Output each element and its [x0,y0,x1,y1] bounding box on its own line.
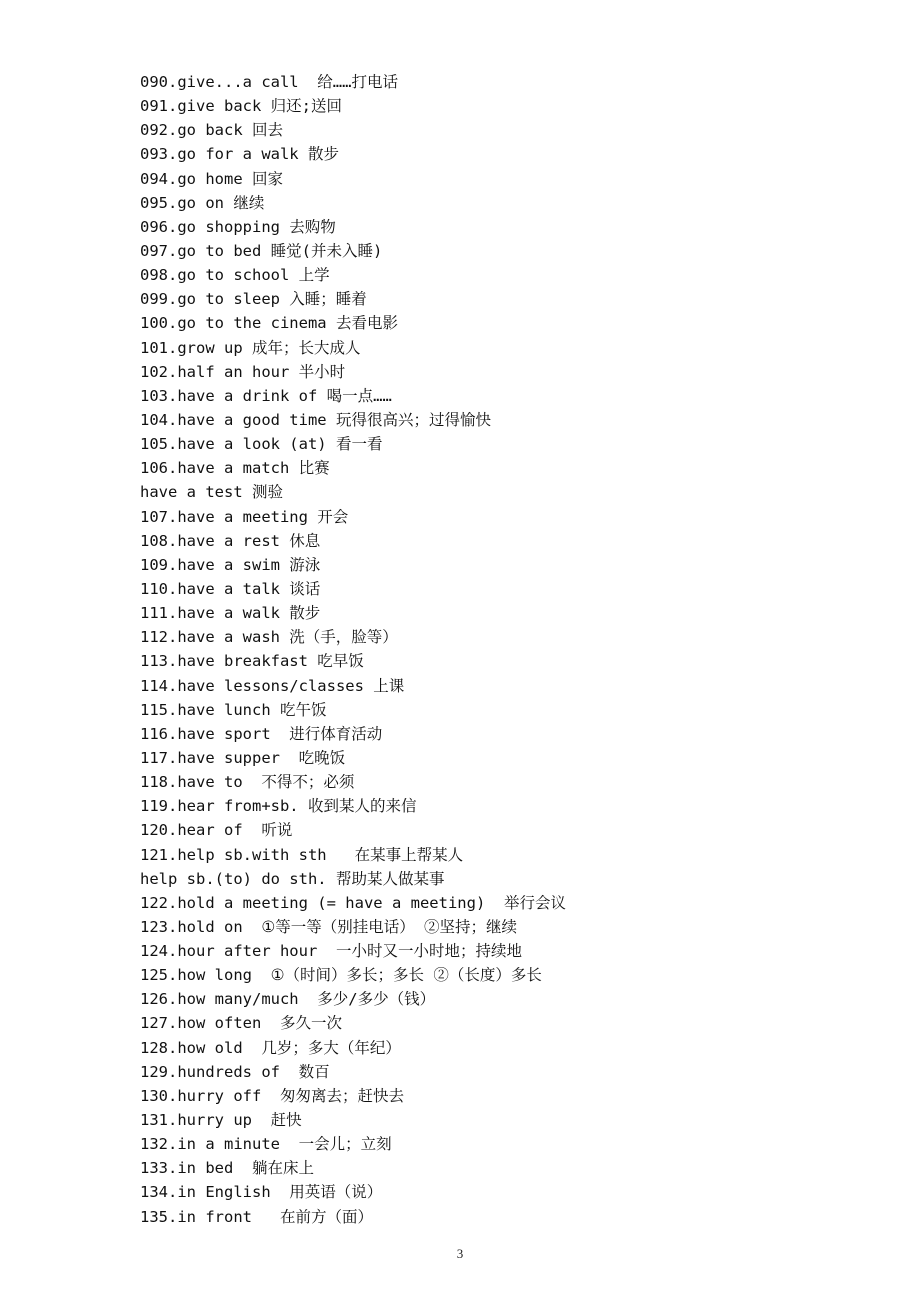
phrase-line: 109.have a swim 游泳 [140,555,321,574]
phrase-line: 133.in bed 躺在床上 [140,1159,314,1178]
phrase-line: 111.have a walk 散步 [140,604,321,623]
phrase-line: have a test 测验 [140,483,283,502]
phrase-line: 126.how many/much 多少/多少（钱） [140,990,436,1009]
phrase-line: 103.have a drink of 喝一点…… [140,386,392,405]
phrase-line: 108.have a rest 休息 [140,531,321,550]
phrase-line: 104.have a good time 玩得很高兴；过得愉快 [140,410,491,429]
phrase-line: 114.have lessons/classes 上课 [140,676,405,695]
phrase-line: 095.go on 继续 [140,193,265,212]
phrase-line: 130.hurry off 匆匆离去；赶快去 [140,1086,404,1105]
phrase-line: 101.grow up 成年；长大成人 [140,338,361,357]
phrase-line: 091.give back 归还;送回 [140,97,342,116]
phrase-line: 135.in front 在前方（面） [140,1207,373,1226]
phrase-line: 102.half an hour 半小时 [140,362,346,381]
phrase-line: 123.hold on ①等一等（别挂电话） ②坚持；继续 [140,917,518,936]
phrase-line: 118.have to 不得不；必须 [140,773,355,792]
phrase-line: 131.hurry up 赶快 [140,1111,302,1130]
phrase-line: 125.how long ①（时间）多长；多长 ②（长度）多长 [140,966,542,985]
phrase-line: 105.have a look (at) 看一看 [140,435,383,454]
phrase-line: 129.hundreds of 数百 [140,1062,330,1081]
phrase-line: 113.have breakfast 吃早饭 [140,652,364,671]
phrase-line: 134.in English 用英语（说） [140,1183,383,1202]
phrase-line: 094.go home 回家 [140,169,283,188]
phrase-line: 092.go back 回去 [140,121,283,140]
phrase-line: 100.go to the cinema 去看电影 [140,314,398,333]
phrase-line: 127.how often 多久一次 [140,1014,342,1033]
phrase-line: help sb.(to) do sth. 帮助某人做某事 [140,869,445,888]
phrase-line: 122.hold a meeting (= have a meeting) 举行会议 [140,893,566,912]
phrase-line: 097.go to bed 睡觉(并未入睡) [140,241,383,260]
phrase-line: 128.how old 几岁；多大（年纪） [140,1038,401,1057]
phrase-line: 107.have a meeting 开会 [140,507,349,526]
phrase-line: 124.hour after hour 一小时又一小时地；持续地 [140,942,522,961]
phrase-line: 106.have a match 比赛 [140,459,330,478]
phrase-line: 120.hear of 听说 [140,821,293,840]
phrase-line: 093.go for a walk 散步 [140,145,339,164]
phrase-line: 119.hear from+sb. 收到某人的来信 [140,797,417,816]
phrase-line: 112.have a wash 洗（手，脸等） [140,628,398,647]
phrase-line: 099.go to sleep 入睡；睡着 [140,290,367,309]
page-number: 3 [456,1246,464,1261]
phrase-line: 115.have lunch 吃午饭 [140,700,327,719]
phrase-line: 116.have sport 进行体育活动 [140,724,383,743]
phrase-list [140,70,840,1229]
phrase-line: 117.have supper 吃晚饭 [140,748,346,767]
phrase-line: 098.go to school 上学 [140,266,330,285]
phrase-line: 110.have a talk 谈话 [140,579,321,598]
phrase-line: 132.in a minute 一会儿；立刻 [140,1135,392,1154]
phrase-line: 090.give...a call 给……打电话 [140,73,398,91]
phrase-line: 096.go shopping 去购物 [140,217,336,236]
phrase-line: 121.help sb.with sth 在某事上帮某人 [140,845,464,864]
